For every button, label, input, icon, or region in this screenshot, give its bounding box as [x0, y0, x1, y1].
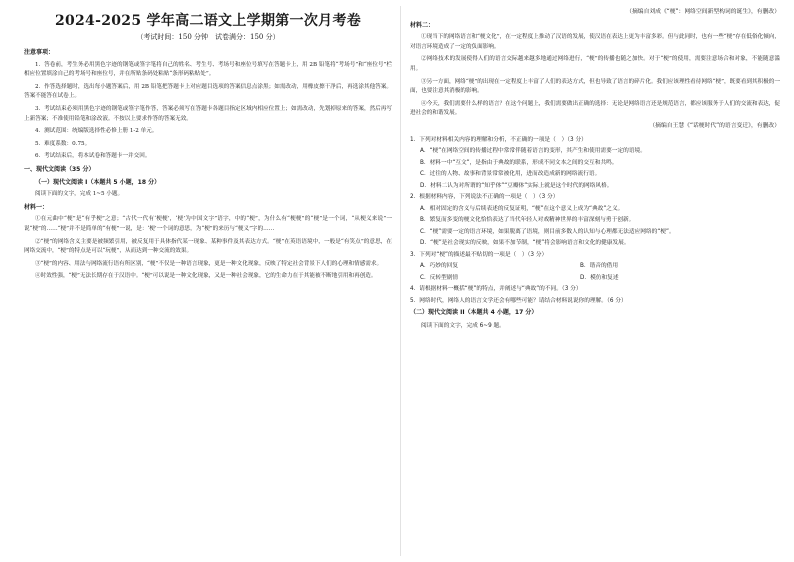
material-paragraph: ④今天，我们需要什么样的语言？在这个问题上，我们需要做出正确的选择：无论是网络语言还是规范语言，都应该服务于人们的交流和表达，促进社会的和谐发展。: [410, 100, 780, 117]
left-body: [24, 46, 392, 285]
notice-item: 1．答卷前，考生务必用黑色字迹的钢笔或签字笔将自己的姓名、考生号、考场号和座位号填写在答题卡上，用 2B 铅笔将“考场号”和“座位号”栏相应位置填涂自己的考场号和座位号，并在所贴条码处粘贴“条形码粘贴处”。: [24, 61, 392, 78]
section-heading: 一、现代文阅读（35 分）: [24, 165, 95, 173]
material-paragraph: ①在元曲中“梗”是“有乎梗”之意；“古代一代有‘梗梗’，‘梗’为中国文字”语字，中的“梗”，为什么有“梗梗”的“梗”是一个词，“从梗义来说”一说“梗”的……“梗”并不是简单的“有梗”一说，是：‘梗’一个词的意思，为“梗”的来历与“梗义”字的……: [24, 216, 392, 232]
left-column: [24, 0, 392, 562]
notice-item: 3．考试结束必须用黑色字迹的钢笔或签字笔作答，答案必须写在答题卡各题目指定区域内相应位置上；如需改动，先划掉原来的答案，然后再写上新答案；不准使用铅笔和涂改液。不按以上要求作答的答案无效。: [24, 105, 392, 122]
question-stem: 3．下列对“梗”的描述最不贴切的一项是（ ）（3 分）: [410, 251, 548, 258]
material-paragraph: ②网络技术的发展使得人们的语言交际越来越多地通过网络进行，“梗”的传播也随之加快。对于“梗”的使用，需要注意场合和对象，不能随意滥用。: [410, 56, 780, 72]
option-row: [420, 261, 780, 272]
exam-title: 2024-2025 学年高二语文上学期第一次月考卷: [54, 13, 362, 29]
question-stem: 2．根据材料内容，下列说法不正确的一项是（ ）（3 分）: [410, 194, 559, 201]
option-row: [420, 273, 780, 284]
notice-item: 2．作答选择题时，选出每小题答案后，用 2B 铅笔把答题卡上对应题目选项的答案信息点涂黑；如需改动，用橡皮擦干净后，再选涂其他答案。答案不能答在试卷上。: [24, 83, 392, 100]
question-stem: 1．下列对材料相关内容的理解和分析，不正确的一项是（ ）（3 分）: [410, 136, 587, 143]
question-stem: 4．请根据材料一概括“梗”的特点，并阐述与“典故”的不同。（3 分）: [410, 286, 582, 293]
question-option: C．反转型剧情: [420, 274, 459, 281]
right-body: [410, 8, 780, 332]
question-option: A．“梗”在网络空间的传播过程中常常伴随着语言的变形，其产生和使用需要一定的语境。: [420, 148, 646, 155]
material-paragraph: ②“梗”的网络含义主要是被频繁引用，被反复用于具体指代某一现象、某种事件及其表达方式。“梗”在英语语境中，一般是“有笑点”的意思，在网络交流中，“梗”的特点是可以“玩梗”，从而达到一种交流的效果。: [24, 238, 392, 255]
question-option: D．模仿和复述: [580, 274, 619, 281]
material-paragraph: ④时效性强，“梗”无法长期存在于汉语中。“梗”可以说是一种文化现象，又是一种社会现象，它的生命力在于其能被不断地引用和再创造。: [35, 273, 377, 280]
material-source: （摘编自王慧《“话梗时代”的语言变迁》，有删改）: [649, 122, 780, 129]
notice-item: 6．考试结束后，将本试卷和答题卡一并交回。: [35, 153, 151, 160]
reading-instruction: 阅读下面的文字，完成 1~5 小题。: [35, 191, 124, 198]
notice-heading: 注意事项：: [24, 49, 55, 56]
question-option: C．过往的人物、故事和背景常常被化用，进而改造成新的网络流行语。: [420, 171, 601, 178]
material-paragraph: ①现当下的网络语言和“梗文化”，在一定程度上推动了汉语的发展，使汉语在表达上更为丰富多彩。但与此同时，也有一些“梗”存在低俗化倾向，对语言环境造成了一定的负面影响。: [410, 34, 780, 50]
subsection-heading: （二）现代文阅读 II（本题共 4 小题，17 分）: [410, 309, 538, 317]
reading-instruction: 阅读下面的文字，完成 6~9 题。: [421, 322, 505, 329]
material-source: （摘编自刘成《“梗”：网络空间新型构词的诞生》，有删改）: [626, 9, 780, 15]
question-option: D．材料二认为对所谓的“知乎体”“豆瓣体”实际上就是这个时代的网络风格。: [420, 182, 613, 189]
question-option: A．巧妙的回复: [420, 263, 459, 270]
question-option: B．材料一中“互文”，是指由于典故的联系，形成不同文本之间的交互和共鸣。: [420, 159, 618, 166]
question-stem: 5．网络时代，网络人的语言文学还会有哪些可能？请结合材料说说你的理解。（6 分）: [410, 297, 627, 304]
question-option: D．“梗”是社会现实的反映，如果不加节制，“梗”将会影响语言和文化的健康发展。: [420, 240, 630, 247]
material-label: 材料二：: [410, 21, 435, 29]
material-label: 材料一：: [24, 203, 49, 211]
exam-subtitle: （考试时间：150 分钟 试卷满分：150 分）: [136, 33, 280, 41]
right-column: [410, 0, 780, 562]
question-option: C．“梗”需要一定的语言环境，如果脱离了语境，则目前多数人的认知与心理都无法适应网络的“梗”。: [420, 228, 675, 235]
question-option: B．谐音的借用: [580, 263, 619, 270]
notice-item: 5．难度系数：0.75。: [35, 140, 91, 147]
material-paragraph: ③“梗”的内容、用法与网络流行语有所区别，“梗”不仅是一种语言现象，更是一种文化现象，反映了特定社会背景下人们的心理和情感需求。: [35, 260, 383, 267]
subsection-heading: （一）现代文阅读 I（本题共 5 小题，18 分）: [35, 178, 161, 186]
notice-item: 4．测试范围：统编版选择性必修上册 1-2 单元。: [35, 128, 158, 135]
question-option: B．繁复而多变的梗文化恰恰表达了当代年轻人对戏精神世界的丰富深刻与勇于创新。: [420, 217, 635, 224]
question-option: A．相对固定的含义与后续表述的反复证明，“梗”在这个意义上成为“典故”之义。: [420, 205, 624, 212]
column-divider: [400, 6, 401, 556]
material-paragraph: ③另一方面，网络“梗”的出现在一定程度上丰富了人们的表达方式，但也导致了语言的碎片化。我们应该理性看待网络“梗”，既要看到其积极的一面，也要注意其消极的影响。: [410, 78, 780, 95]
